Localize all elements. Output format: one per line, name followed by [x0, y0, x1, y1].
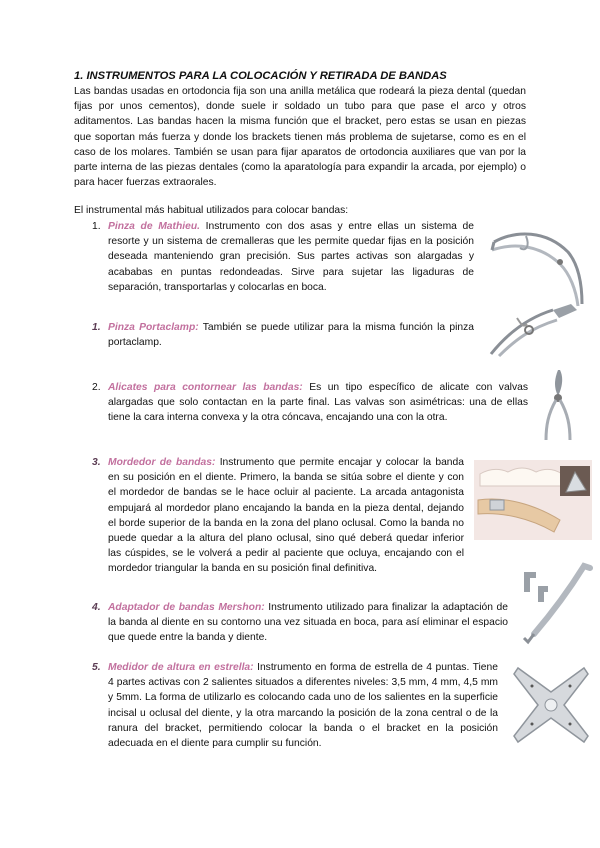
- item-number: 1.: [92, 322, 101, 333]
- term-label: Alicates para contornear las bandas:: [108, 382, 303, 393]
- term-label: Adaptador de bandas Mershon:: [108, 602, 265, 613]
- item-number: 4.: [92, 602, 101, 613]
- item-number: 5.: [92, 662, 101, 673]
- star-gauge-image: [508, 662, 594, 748]
- item-text: Instrumento con dos asas y entre ellas un sistema de resorte y un sistema de cremalleras que les permite quedar fijas en la posición deseada manteniendo gran precisión. Sus partes activas son alargadas y acababas en puntas redondeadas. Sirve para sujetar las ligaduras de separación, transportarlas y colocarlas en boca.: [108, 221, 474, 293]
- term-label: Pinza de Mathieu.: [108, 221, 200, 232]
- list-lead: El instrumental más habitual utilizados para colocar bandas:: [74, 205, 349, 216]
- item-text: Es un tipo específico de alicate con valvas alargadas que solo contactan en la parte final. Las valvas son asimétricas: una de ellas tiene la cara interna convexa y la otra cóncava, encajando una con la otra.: [108, 382, 528, 424]
- item-number: 2.: [92, 382, 101, 393]
- list-item-alicates: [108, 380, 528, 426]
- item-text: Instrumento que permite encajar y colocar la banda en su posición en el diente. Primero, la banda se sitúa sobre el diente y con el mordedor de bandas se le hace ocluir al paciente. La arcada antagonista empujará al mordedor plano encajando la banda en la pieza dental, dejando el borde superior de la banda en la zona del plano oclusal. Como la banda no puede quedar a la altura del plano oclusal, sino qué deberá quedar inferior las cúspides, se le volverá a pedir al paciente que ocluya, encajando con el mordedor triangular la banda en su posición final definitiva.: [108, 457, 464, 575]
- list-item-mathieu: [108, 219, 474, 295]
- portaclamp-plier-image: [487, 294, 587, 358]
- section-heading: 1. INSTRUMENTOS PARA LA COLOCACIÓN Y RETIRADA DE BANDAS: [74, 70, 447, 82]
- term-label: Medidor de altura en estrella:: [108, 662, 254, 673]
- list-item-medidor: [108, 660, 498, 751]
- mershon-adapter-image: [514, 562, 594, 646]
- list-item-portaclamp: [108, 320, 474, 350]
- item-number: 1.: [92, 221, 101, 232]
- item-text: Instrumento en forma de estrella de 4 puntas. Tiene 4 partes activas con 2 salientes situados a diferentes niveles: 3,5 mm, 4 mm, 4,5 mm y 5mm. La forma de utilizarlo es colocando cada uno de los salientes en la superficie incisal u oclusal del diente, y la otra marcando la posición de la zona central o de la ranura del bracket, permitiendo colocar la banda o el bracket en la posición adecuada en el diente para cumplir su función.: [108, 662, 498, 750]
- item-text: Instrumento utilizado para finalizar la adaptación de la banda al diente en su contorno una vez situada en boca, para así eliminar el espacio que quede entre la banda y diente.: [108, 602, 509, 644]
- intro-paragraph: Las bandas usadas en ortodoncia fija son una anilla metálica que rodeará la pieza dental (quedan fijas por unos cementos), donde suele ir soldado un tubo para que pase el arco y otros aditamentos. Las bandas hacen la misma función que el bracket, pero estas se usan en piezas que soportan más fuerza y donde los brackets tienen más problema de sujetarse, como es en el caso de los molares. También se usan para fijar aparatos de ortodoncia auxiliares que van por la parte interna de las piezas dentales (como la aparatología para expandir la arcada, por ejemplo) o para hacer fuerzas extraorales.: [74, 86, 526, 189]
- contouring-plier-image: [540, 366, 580, 442]
- term-label: Pinza Portaclamp:: [108, 322, 199, 333]
- list-item-mordedor: [108, 455, 464, 577]
- list-item-mershon: [108, 600, 508, 646]
- term-label: Mordedor de bandas:: [108, 457, 216, 468]
- item-number: 3.: [92, 457, 101, 468]
- item-text: También se puede utilizar para la misma función la pinza portaclamp.: [108, 322, 474, 349]
- band-biter-image: [474, 460, 592, 540]
